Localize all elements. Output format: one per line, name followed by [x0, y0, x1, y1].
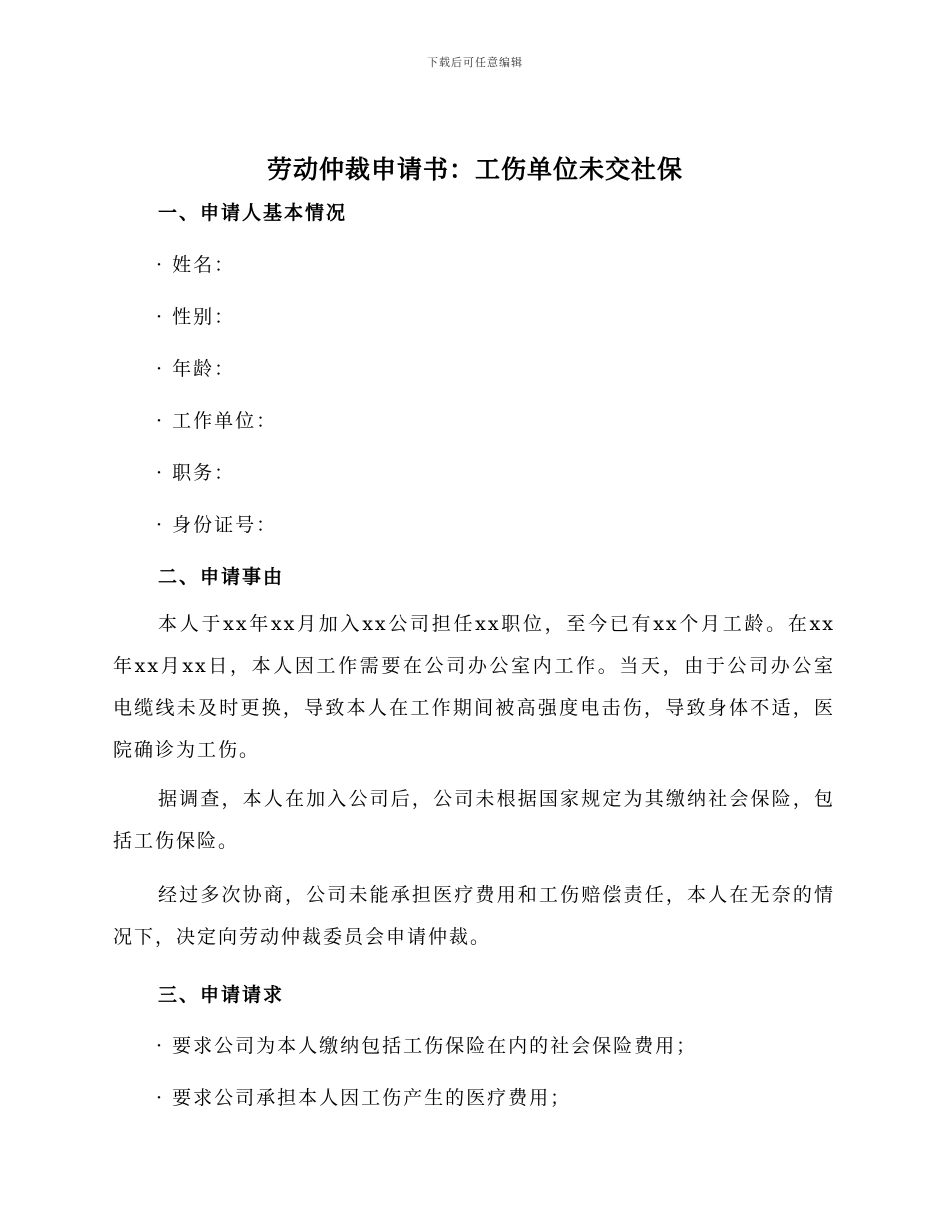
document-title: 劳动仲裁申请书：工伤单位未交社保	[266, 155, 683, 184]
field-age: · 年龄：	[156, 358, 236, 380]
field-position: · 职务：	[156, 462, 236, 484]
paragraph-reason-1: 本人于xx年xx月加入xx公司担任xx职位，至今已有xx个月工龄。在xx年xx月xx日，本人因工作需要在公司办公室内工作。当天，由于公司办公室电缆线未及时更换，导致本人在工作期间被高强度电击伤，导致身体不适，医院确诊为工伤。	[113, 613, 835, 761]
field-employer: · 工作单位：	[156, 410, 278, 432]
request-item: · 要求公司承担本人因工伤产生的医疗费用；	[156, 1087, 572, 1109]
field-id-number: · 身份证号：	[156, 514, 278, 536]
section-heading-reason: 二、申请事由	[158, 566, 285, 588]
field-gender: · 性别：	[156, 306, 236, 328]
section-heading-requests: 三、申请请求	[158, 984, 285, 1006]
request-item: · 要求公司为本人缴纳包括工伤保险在内的社会保险费用；	[156, 1035, 698, 1057]
paragraph-reason-2: 据调查，本人在加入公司后，公司未根据国家规定为其缴纳社会保险，包括工伤保险。	[113, 788, 835, 852]
field-name: · 姓名：	[156, 254, 236, 276]
paragraph-reason-3: 经过多次协商，公司未能承担医疗费用和工伤赔偿责任，本人在无奈的情况下，决定向劳动仲裁委员会申请仲裁。	[113, 884, 835, 948]
section-heading-applicant-info: 一、申请人基本情况	[158, 202, 348, 224]
header-note: 下载后可任意编辑	[427, 56, 523, 69]
